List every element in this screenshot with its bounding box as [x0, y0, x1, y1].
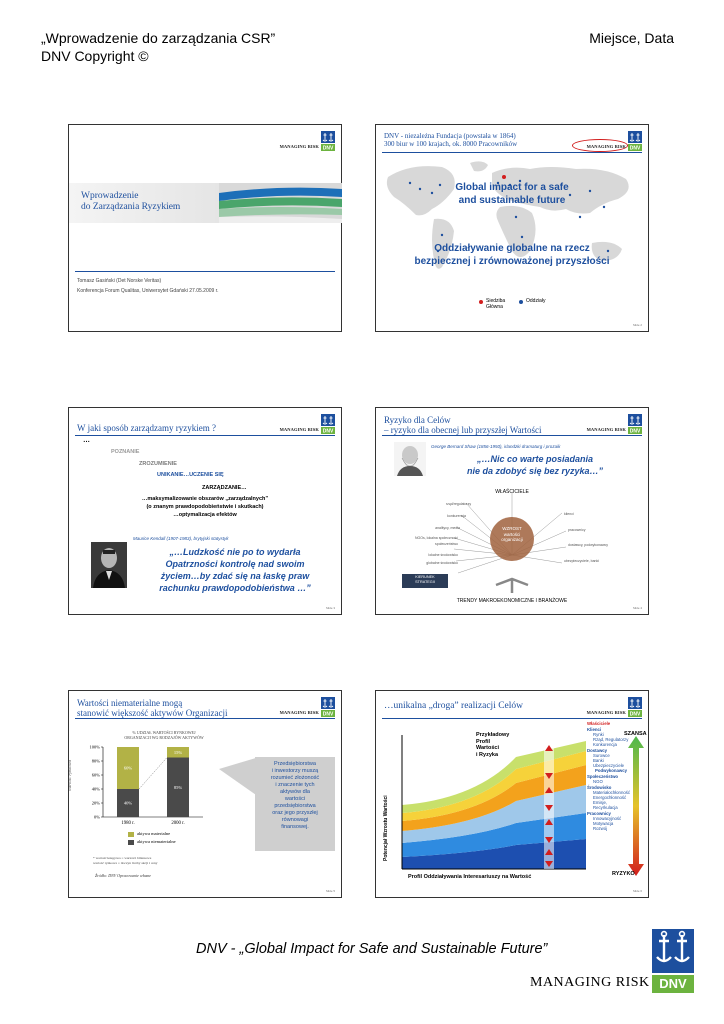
- risk-label: RYZYKO: [612, 871, 635, 877]
- slide-number: Slide 3: [325, 606, 335, 610]
- svg-text:DNV: DNV: [629, 145, 641, 152]
- managing-risk-wordmark: MANAGING RISK: [586, 710, 626, 715]
- quote-author: Maurice Kendall (1907-1983), brytyjski statystyk: [133, 536, 229, 541]
- slide-1-event: Konferencja Forum Qualitas, Uniwersytet Gdański 27.05.2009 r.: [77, 288, 219, 294]
- managing-risk-wordmark: MANAGING RISK: [279, 710, 319, 715]
- handout-place-date: Miejsce, Data: [589, 30, 674, 46]
- managing-risk-wordmark: MANAGING RISK: [279, 144, 319, 149]
- group-clients: Klienci: [587, 727, 602, 732]
- macro-trends: TRENDY MAKROEKONOMICZNE I BRANŻOWE: [456, 598, 568, 604]
- right-label-2: pracownicy: [568, 528, 586, 532]
- legend-offices-dot: [519, 300, 523, 304]
- left-label-3: analitycy, media: [435, 526, 460, 530]
- slide-rule: [382, 718, 642, 719]
- svg-text:DNV: DNV: [322, 428, 334, 435]
- y-axis-label: Potencjał Wzrostu Wartości: [383, 795, 389, 861]
- dnv-logo-icon: [321, 414, 335, 434]
- item: Rozwój: [593, 826, 608, 831]
- group-environment: Środowisko: [587, 785, 612, 790]
- slide-rule: [382, 152, 642, 153]
- world-map: [380, 155, 646, 305]
- slide-2-header: DNV - niezależna Fundacja (powstała w 1864) 300 biur w 100 krajach, ok. 8000 Pracowników: [384, 132, 518, 148]
- x-tick-label: 2000 r.: [171, 821, 185, 826]
- slide-6[interactable]: [375, 690, 649, 898]
- chart-heading: % UDZIAŁ WARTOŚCI RYNKOWEJ ORGANIZACJI WG RODZAJÓW AKTYWÓW: [124, 730, 204, 740]
- step-2: ZROZUMIENIE: [139, 461, 177, 467]
- slide-2[interactable]: [375, 124, 649, 332]
- tagline-polish: Oddziaływanie globalne na rzecz bezpiecznej i zrównoważonej przyszłości: [414, 243, 610, 267]
- legend-swatch-intangible: [128, 840, 134, 845]
- step-1: POZNANIE: [111, 449, 140, 455]
- item: Banki: [593, 758, 604, 763]
- dnv-logo-icon: [628, 697, 642, 717]
- slide-number: Slide 5: [325, 889, 335, 893]
- handout-copyright: DNV Copyright ©: [41, 48, 149, 64]
- dnv-logo-icon: [628, 131, 642, 151]
- legend-hq: Siedziba Główna: [486, 298, 506, 310]
- dots: …: [83, 437, 90, 444]
- item: Innowacyjność: [593, 816, 622, 821]
- bar-value-label: 15%: [173, 749, 183, 755]
- svg-text:DNV: DNV: [322, 145, 334, 152]
- text-optimize: …optymalizacja efektów: [173, 512, 237, 518]
- slide-rule: [382, 435, 642, 436]
- x-tick-label: 1980 r.: [121, 821, 135, 826]
- group-owners: Właściciele: [587, 721, 611, 726]
- callout-pointer: [219, 757, 259, 797]
- owners-label: WŁAŚCICIELE: [495, 489, 529, 495]
- quote-kendall: „…Ludzkość nie po to wydarła Opatrzności kontrolę nad swoim życiem…by zdać się na łaskę praw rachunku prawdopodobieństwa …”: [159, 547, 311, 593]
- managing-risk-wordmark: MANAGING RISK: [586, 427, 626, 432]
- item: Energochłonność: [593, 795, 627, 800]
- slide-5-title: Wartości niematerialne mogą stanowić większość aktywów Organizacji: [77, 698, 228, 718]
- left-label-2: konkurencja: [447, 514, 466, 518]
- asset-chart: [73, 743, 223, 843]
- footer-slogan: DNV - „Global Impact for Safe and Sustainable Future”: [196, 941, 548, 957]
- slide-number: Slide 2: [632, 323, 642, 327]
- managing-risk-wordmark: MANAGING RISK: [279, 427, 319, 432]
- stakeholder-list: [587, 721, 629, 831]
- tagline-english: Global impact for a safe and sustainable future: [455, 182, 569, 206]
- legend-tangible: aktywa materialne: [137, 831, 171, 836]
- legend-hq-dot: [479, 300, 483, 304]
- y-tick-label: 20%: [91, 800, 100, 806]
- portrait-kendall: [91, 542, 127, 588]
- group-subcontractors: Podwykonawcy: [595, 768, 627, 773]
- chance-risk-arrow-icon: [628, 736, 644, 876]
- text-maximize: …maksymalizowanie obszarów „zarządzalnych”: [141, 496, 269, 502]
- right-label-1: klienci: [564, 512, 574, 516]
- legend-intangible: aktywa niematerialne: [137, 839, 176, 844]
- anchor-icon: [652, 929, 694, 973]
- item: Rząd, Regulatorzy: [593, 737, 629, 742]
- item: Emisje, Recyrkulacja: [593, 800, 618, 810]
- slide-1-author: Tomasz Gasiński (Det Norske Veritas): [77, 278, 162, 284]
- slide-3[interactable]: [68, 407, 342, 615]
- dnv-logo-icon: [321, 697, 335, 717]
- left-label-7: globalne środowisko: [426, 561, 458, 565]
- y-axis-label: wartość rynkowa: [67, 760, 72, 791]
- group-society: Społeczeństwo: [587, 774, 619, 779]
- item: Ubezpieczyciele: [593, 763, 625, 768]
- right-label-4: ubezpieczyciele, banki: [564, 559, 600, 563]
- slide-number: Slide 4: [632, 606, 642, 610]
- left-label-6: lokalne środowisko: [428, 553, 458, 557]
- slide-4[interactable]: [375, 407, 649, 615]
- slide-6-title: …unikalna „droga” realizacji Celów: [384, 701, 524, 711]
- dnv-logo-icon: [628, 414, 642, 434]
- item: Motywacja: [593, 821, 614, 826]
- left-label-5: społeczeństwo: [435, 542, 458, 546]
- right-label-3: dostawcy, podwykonawcy: [568, 543, 609, 547]
- chance-label: SZANSA: [624, 731, 647, 737]
- quote-shaw: „…Nic co warte posiadania nie da zdobyć się bez ryzyka…”: [466, 454, 604, 476]
- callout-box: Przedsiębiorstwa i inwestorzy muszą rozumieć złożoność i znaczenie tych aktywów dla wartości przedsiębiorstwa oraz jego przyszłej równowagi finansowej.: [255, 757, 335, 851]
- item: NGO: [593, 779, 603, 784]
- step-3: UNIKANIE…UCZENIE SIĘ: [157, 472, 224, 478]
- slide-5[interactable]: [68, 690, 342, 898]
- footer-logo-icon: [652, 929, 694, 973]
- y-tick-label: 60%: [91, 772, 100, 778]
- group-employees: Pracownicy: [587, 811, 611, 816]
- footnote: * wartość księgowa = wartości bilansowe wartość rynkowa = iloczyn liczby akcji i ceny: [93, 856, 158, 865]
- y-tick-label: 40%: [91, 786, 100, 792]
- bar-value-label: 40%: [123, 800, 133, 806]
- quote-author: George Bernard Shaw (1856-1950), irlandzki dramaturg i prozaik: [431, 444, 561, 449]
- bar-value-label: 85%: [173, 784, 183, 790]
- source: Źródło: DNV Opracowanie własne: [95, 873, 152, 878]
- banner-swoosh: [219, 183, 342, 223]
- portrait-shaw: [394, 442, 426, 476]
- separator-line: [75, 271, 335, 272]
- svg-text:DNV: DNV: [629, 428, 641, 435]
- footer-dnv-badge: DNV: [652, 975, 694, 993]
- step-4: ZARZĄDZANIE…: [202, 485, 247, 491]
- y-tick-label: 80%: [91, 758, 100, 764]
- x-axis-label: Profil Oddziaływania Interesariuszy na Wartość: [408, 874, 532, 880]
- footer-managing-risk: MANAGING RISK: [530, 975, 650, 990]
- slide-1-title: Wprowadzenie do Zarządzania Ryzykiem: [81, 191, 181, 212]
- item: Rynki: [593, 732, 604, 737]
- slide-rule: [75, 718, 335, 719]
- legend-swatch-tangible: [128, 832, 134, 837]
- text-known: (o znanym prawdopodobieństwie i skutkach): [146, 504, 264, 510]
- slide-1[interactable]: [68, 124, 342, 332]
- svg-text:DNV: DNV: [629, 711, 641, 718]
- item: Konkurencja: [593, 742, 617, 747]
- profile-label: Przykładowy Profil Wartości i Ryzyka: [476, 732, 510, 758]
- dnv-logo-icon: [321, 131, 335, 151]
- slide-4-title: Ryzyko dla Celów – ryzyko dla obecnej lub przyszłej Wartości: [384, 415, 542, 435]
- left-label-4: NGOs, lokalna społeczność: [415, 536, 458, 540]
- managing-risk-wordmark: MANAGING RISK: [586, 144, 626, 149]
- trend-line: [139, 758, 167, 790]
- y-tick-label: 0%: [94, 814, 100, 820]
- handout-title: „Wprowadzenie do zarządzania CSR”: [41, 30, 276, 46]
- legend-offices: Oddziały: [526, 298, 546, 304]
- value-growth-label: WZROST wartości organizacji: [501, 526, 523, 542]
- slide-rule: [75, 435, 335, 436]
- slide-3-title: W jaki sposób zarządzamy ryzykiem ?: [77, 423, 217, 433]
- y-tick-label: 100%: [89, 744, 100, 750]
- item: Surowce: [593, 753, 610, 758]
- slide-number: Slide 6: [632, 889, 642, 893]
- bar-value-label: 60%: [123, 765, 133, 771]
- item: Materiałochłonność: [593, 790, 631, 795]
- strategy-direction: KIERUNEK STRATEGII: [415, 575, 435, 584]
- svg-text:DNV: DNV: [322, 711, 334, 718]
- left-label-1: rząd/regulatorzy: [446, 502, 472, 506]
- group-suppliers: Dostawcy: [587, 748, 608, 753]
